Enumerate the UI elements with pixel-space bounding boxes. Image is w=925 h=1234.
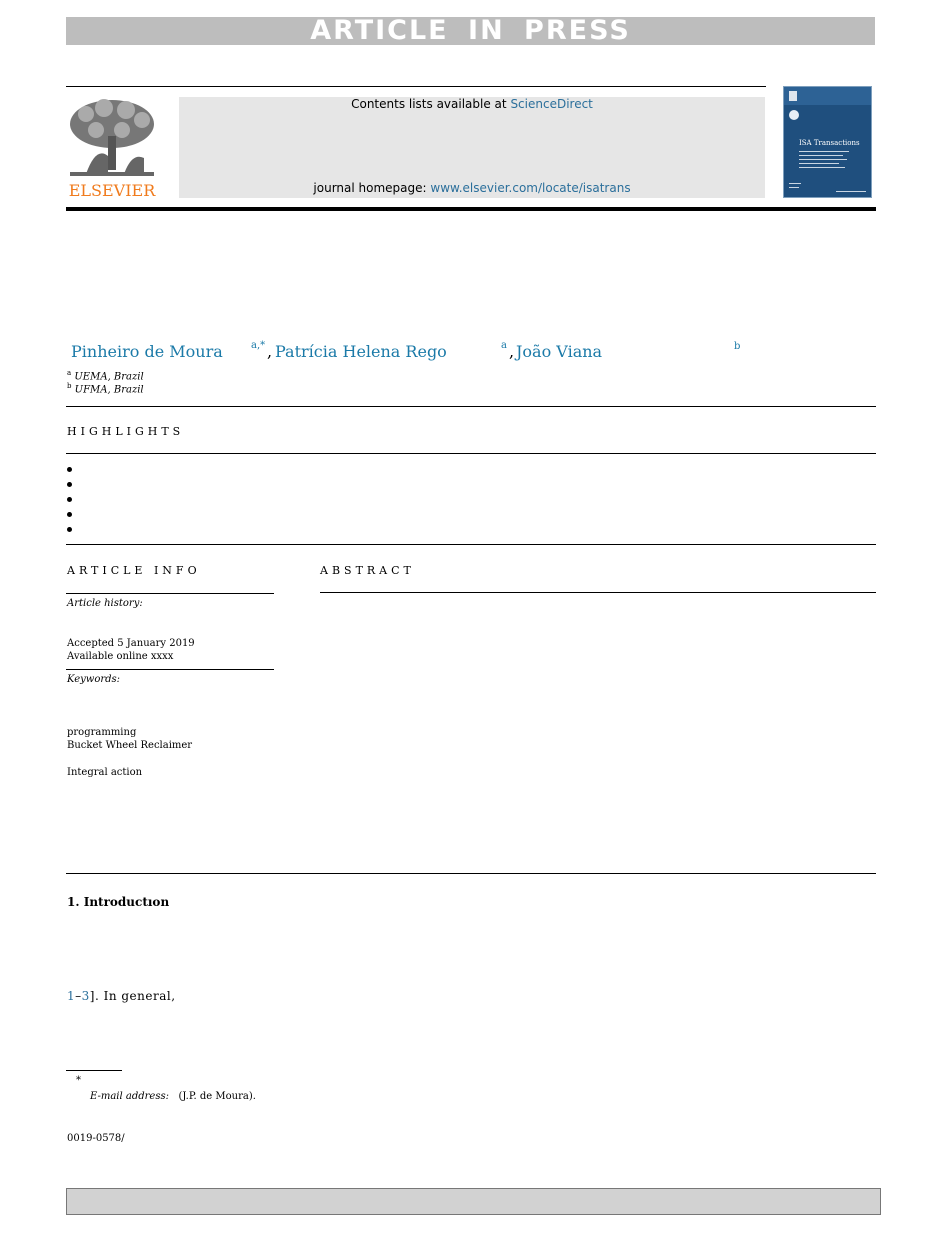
author-affiliation-mark[interactable]: a,* [251, 340, 266, 351]
issn: 0019-0578/ [67, 1133, 125, 1144]
divider [66, 406, 876, 407]
email-label: E-mail address: [90, 1091, 169, 1102]
footnote-star: * [76, 1075, 81, 1086]
header-thick-rule [66, 207, 876, 211]
tree-logo-icon [66, 96, 158, 178]
highlights-heading: HIGHLIGHTS [67, 425, 185, 438]
divider [66, 453, 876, 454]
affiliation-mark: b [67, 382, 72, 390]
sciencedirect-link[interactable]: ScienceDirect [510, 97, 593, 111]
keyword: programming [67, 727, 137, 738]
citation-footer-box [66, 1188, 881, 1215]
affiliation-a [67, 369, 144, 382]
journal-cover[interactable] [783, 86, 872, 198]
journal-banner [179, 97, 765, 198]
affiliation-text: UEMA, Brazil [74, 371, 144, 383]
author-name[interactable]: Patrícia Helena Rego [275, 342, 447, 361]
keywords-label: Keywords: [67, 674, 121, 685]
divider [66, 544, 876, 545]
citation-link[interactable]: 3 [81, 989, 90, 1003]
affiliation-mark: a [67, 369, 72, 377]
author-name[interactable]: João Viana [516, 342, 603, 361]
affiliation-b [67, 382, 144, 395]
introduction-text: ]. In general, [89, 989, 176, 1003]
highlight-bullet [67, 467, 72, 472]
contents-line [179, 97, 765, 111]
available-online: Available online xxxx [67, 651, 174, 662]
introduction-heading: 1. Introductıon [67, 895, 170, 909]
footnote-rule [66, 1070, 122, 1071]
cover-title: ISA Transactions [799, 139, 860, 147]
divider [66, 593, 274, 594]
article-history-label: Article history: [67, 598, 143, 609]
citation-link[interactable]: 1 [67, 989, 76, 1003]
affiliation-text: UFMA, Brazil [74, 384, 144, 396]
article-in-press-banner: ARTICLE IN PRESS [66, 17, 875, 45]
citation-dash: – [75, 989, 82, 1003]
footnote-email [90, 1090, 256, 1103]
cover-image-icon [784, 87, 871, 197]
keyword: Integral action [67, 767, 143, 778]
introduction-text-fragment [67, 989, 176, 1003]
divider [66, 873, 876, 874]
highlight-bullet [67, 482, 72, 487]
author-separator: , [267, 342, 273, 361]
author-line [70, 340, 830, 368]
accepted-date: Accepted 5 January 2019 [67, 638, 195, 649]
elsevier-wordmark: ELSEVIER [68, 181, 156, 200]
email-owner: (J.P. de Moura). [178, 1091, 256, 1102]
keyword: Bucket Wheel Reclaimer [67, 740, 193, 751]
author-affiliation-mark[interactable]: a [501, 340, 507, 351]
abstract-heading: ABSTRACT [320, 564, 415, 577]
contents-prefix: Contents lists available at [351, 97, 511, 111]
homepage-line [179, 181, 765, 195]
article-info-heading: ARTICLE INFO [67, 564, 201, 577]
divider [320, 592, 876, 593]
highlight-bullet [67, 527, 72, 532]
journal-homepage-link[interactable]: www.elsevier.com/locate/isatrans [430, 181, 631, 195]
highlight-bullet [67, 497, 72, 502]
elsevier-logo [66, 96, 158, 200]
divider [66, 669, 274, 670]
author-affiliation-mark[interactable]: b [734, 341, 741, 352]
homepage-prefix: journal homepage: [313, 181, 431, 195]
highlight-bullet [67, 512, 72, 517]
header-top-rule [66, 86, 766, 87]
author-separator: , [509, 342, 515, 361]
author-name[interactable]: Pinheiro de Moura [71, 342, 223, 361]
